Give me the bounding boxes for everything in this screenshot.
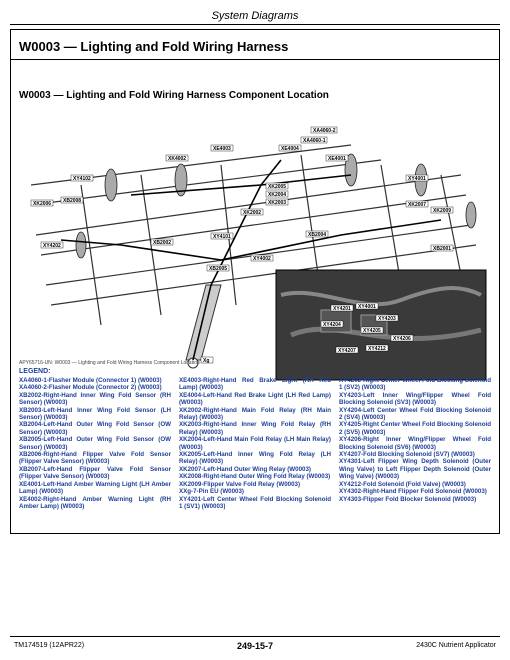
section-title: W0003 — Lighting and Fold Wiring Harness <box>19 39 289 54</box>
legend-heading: LEGEND: <box>19 368 51 375</box>
figure-caption: APY65716-UN: W0003 — Lighting and Fold Wiring Harness Component Location <box>19 360 200 366</box>
page-header <box>0 0 510 30</box>
section-box <box>10 29 500 534</box>
callout-xk2002: XK2002 <box>243 210 262 216</box>
callout-xb2008: XB2008 <box>63 198 82 204</box>
svg-text:Xg: Xg <box>203 358 210 364</box>
legend-item: XB2003-Left-Hand Inner Wing Fold Sensor (LH Sensor) (W0003) <box>19 406 171 422</box>
callout-xy4201: XY4001 <box>358 304 376 310</box>
footer-page-number: 249-15-7 <box>236 641 274 651</box>
legend-item: XB2006-Right-Hand Flipper Valve Fold Sensor (Flipper Valve Sensor) (W0003) <box>19 451 171 466</box>
callout-xa4060-1: XA4060-1 <box>303 138 326 144</box>
legend-item: XE4002-Right-Hand Amber Warning Light (RH Amber Lamp) (W0003) <box>19 495 171 510</box>
legend-item: XK2005-Left-Hand Inner Wing Fold Relay (LH Relay) (W0003) <box>179 451 331 466</box>
legend-column-1 <box>19 377 171 510</box>
legend-item: XY4203-Left Inner Wing/Flipper Wheel Fold Blocking Solenoid (SV3) (W0003) <box>339 391 491 407</box>
legend-item: XK2002-Right-Hand Main Fold Relay (RH Main Relay) (W0003) <box>179 406 331 422</box>
hitch-illustration <box>186 285 221 368</box>
callout-xe4003: XE4003 <box>213 146 231 152</box>
harness-diagram <box>21 125 489 385</box>
callout-xk2004: XK2004 <box>268 192 287 198</box>
legend-item: XY4205-Right Center Wheel Fold Blocking Solenoid 2 (SV5) (W0003) <box>339 421 491 436</box>
legend-item: XY4206-Right Inner Wing/Flipper Wheel Fold Blocking Solenoid (SV6) (W0003) <box>339 436 491 451</box>
callout-xy4206: XY4205 <box>363 328 381 334</box>
legend-item: XY4301-Left Flipper Wing Depth Solenoid (Outer Wing Valve) to Left Flipper Depth Solenoid (Outer Wing Valve) (W0003) <box>339 458 491 481</box>
callout-xy4203: XY4201 <box>333 306 351 312</box>
legend-item: XB2005-Left-Hand Outer Wing Fold Sensor (OW Sensor) (W0003) <box>19 436 171 451</box>
section-subtitle: W0003 — Lighting and Fold Wiring Harness Component Location <box>19 90 329 101</box>
legend-item: XB2007-Left-Hand Flipper Valve Fold Sensor (Flipper Valve Sensor) (W0003) <box>19 465 171 481</box>
callout-xy4205: XY4204 <box>323 322 341 328</box>
callout-xy4001-right: XB2001 <box>433 246 452 252</box>
legend-item: XXg-7-Pin EU (W0003) <box>179 488 244 496</box>
legend-item: XK2008-Right-Hand Outer Wing Fold Relay (W0003) <box>179 473 331 481</box>
legend-item: XK2003-Right-Hand Inner Wing Fold Relay (RH Relay) (W0003) <box>179 421 331 436</box>
page-footer <box>0 630 510 660</box>
legend-item: XA4060-1-Flasher Module (Connector 1) (W0003) <box>19 377 162 384</box>
legend-item: XY4302-Right-Hand Flipper Fold Solenoid (W0003) <box>339 488 487 496</box>
legend-item: XE4001-Left-Hand Amber Warning Light (LH Amber Lamp) (W0003) <box>19 480 171 496</box>
header-rule <box>10 24 500 25</box>
callout-xk2007: XK2007 <box>408 202 427 208</box>
callout-xy4001: XY4001 <box>408 176 426 182</box>
legend-item: XY4207-Fold Blocking Solenoid (SV7) (W0003) <box>339 451 475 459</box>
legend-column-2 <box>179 377 331 510</box>
legend-column-3 <box>339 377 491 510</box>
header-section-title: System Diagrams <box>211 10 299 22</box>
legend-item: XK2004-Left-Hand Main Fold Relay (LH Main Relay) (W0003) <box>179 436 331 451</box>
callout-xk2006: XK2006 <box>33 201 52 207</box>
callout-xy4207: XY4206 <box>393 336 411 342</box>
callout-xe4004: XE4004 <box>281 146 299 152</box>
legend-item: XE4004-Left-Hand Red Brake Light (LH Red Lamp) (W0003) <box>179 391 331 407</box>
legend-item: XY4201-Left Center Wheel Fold Blocking Solenoid 1 (SV1) (W0003) <box>179 495 331 510</box>
inset-photo <box>276 270 486 380</box>
footer-doc-id: TM174519 (12APR22) <box>14 642 85 649</box>
callout-xy4102: XY4102 <box>73 176 91 182</box>
legend-item: XE4003-Right-Hand Red Brake Light (RH Red Lamp) (W0003) <box>179 377 331 392</box>
callout-xk2009: XK2009 <box>433 208 452 214</box>
callout-xe4001: XE4001 <box>328 156 346 162</box>
legend-item: XY4303-Flipper Fold Blocker Solenoid (W0003) <box>339 495 477 503</box>
legend-item: XA4060-2-Flasher Module (Connector 2) (W0003) <box>19 384 162 392</box>
footer-rule <box>10 636 500 637</box>
callout-xb2004: XY4202 <box>43 243 61 249</box>
callout-xy4204: XY4203 <box>378 316 396 322</box>
callout-xk4002: XK4002 <box>168 156 187 162</box>
legend-item: XY4204-Left Center Wheel Fold Blocking Solenoid 2 (SV4) (W0003) <box>339 406 491 422</box>
callout-xy4212: XY4207 <box>338 348 356 354</box>
title-divider <box>11 59 499 60</box>
legend-item: XY4212-Fold Solenoid (Fold Valve) (W0003) <box>339 480 466 488</box>
legend-item: XK2009-Flipper Valve Fold Relay (W0003) <box>179 480 301 488</box>
callout-xb2002: XB2004 <box>308 232 327 238</box>
callout-xy4101: XY4101 <box>213 234 231 240</box>
legend-item: XB2002-Right-Hand Inner Wing Fold Sensor (RH Sensor) (W0003) <box>19 391 171 407</box>
legend-item: XK2007-Left-Hand Outer Wing Relay (W0003) <box>179 465 311 473</box>
callout-xy4301: XY4212 <box>368 346 386 352</box>
legend-item: XY4202-Right Center Wheel Fold Blocking Solenoid 1 (SV2) (W0003) <box>339 377 491 392</box>
footer-product: 2430C Nutrient Applicator <box>416 642 496 649</box>
callout-xb2001: XY4002 <box>253 256 271 262</box>
legend <box>19 377 491 510</box>
callout-xa4060-2: XA4060-2 <box>313 128 336 134</box>
callout-xy4002: XB2005 <box>209 266 228 272</box>
legend-item: XB2004-Left-Hand Outer Wing Fold Sensor (OW Sensor) (W0003) <box>19 421 171 436</box>
callout-xb2005: XB2002 <box>153 240 172 246</box>
callout-xk2003: XK2003 <box>268 200 287 206</box>
callout-xk2005: XK2005 <box>268 184 287 190</box>
